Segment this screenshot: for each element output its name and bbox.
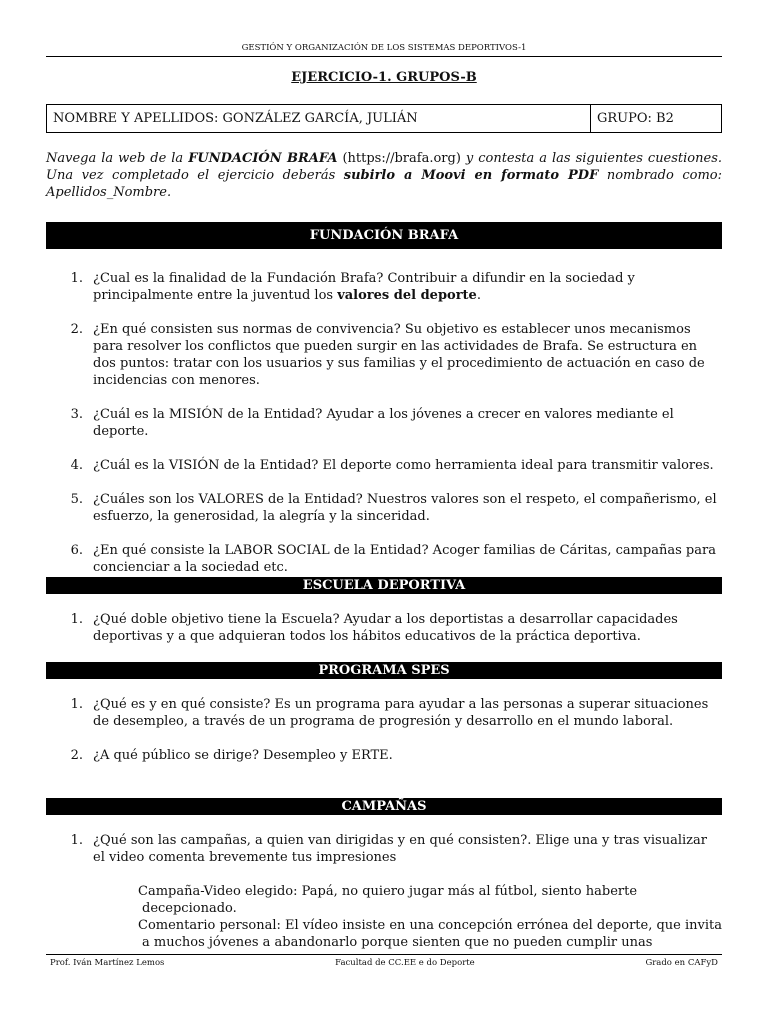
item-number: 2.	[70, 748, 83, 763]
question-list-campanas	[46, 832, 722, 866]
footer-faculty: Facultad de CC.EE e do Deporte	[335, 958, 475, 968]
item-text: ¿En qué consisten sus normas de convivencia? Su objetivo es establecer unos mecanismos para resolver los conflictos que pueden surgir en las actividades de Brafa. Se estructura en dos puntos: tratar con los usuarios y sus familias y el procedimiento de actuación en caso de incidencias con menores.	[93, 322, 705, 388]
instructions-part3: nombrado como: Apellidos_Nombre.	[46, 168, 722, 200]
item-number: 5.	[70, 492, 83, 507]
item-text: ¿Qué doble objetivo tiene la Escuela? Ayudar a los deportistas a desarrollar capacidades deportivas y a que adquieran todos los hábitos educativos de la práctica deportiva.	[93, 612, 678, 644]
item-text-body: ¿Cual es la finalidad de la Fundación Brafa? Contribuir a difundir en la sociedad y principalmente entre la juventud los	[93, 271, 635, 303]
item-text-end: .	[476, 288, 481, 303]
item-text: ¿Cuál es la VISIÓN de la Entidad? El deporte como herramienta ideal para transmitir valores.	[93, 458, 714, 473]
comment-line-1: Comentario personal: El vídeo insiste en una concepción errónea del deporte, que invita	[138, 918, 722, 933]
footer-degree: Grado en CAFyD	[645, 958, 718, 968]
question-list-spes	[46, 696, 722, 764]
item-number: 3.	[70, 407, 83, 422]
list-item	[46, 611, 722, 645]
list-item	[46, 542, 722, 576]
list-item	[46, 321, 722, 389]
section-heading-escuela: ESCUELA DEPORTIVA	[46, 577, 722, 594]
student-group-cell: GRUPO: B2	[597, 111, 674, 126]
student-name-cell: NOMBRE Y APELLIDOS: GONZÁLEZ GARCÍA, JULIÁN	[47, 105, 591, 132]
list-item	[46, 457, 722, 474]
section-heading-campanas: CAMPAÑAS	[46, 798, 722, 815]
document-title-text: EJERCICIO-1. GRUPOS-B	[291, 70, 477, 85]
item-text	[93, 270, 722, 304]
list-item	[46, 406, 722, 440]
comment-line-2: a muchos jóvenes a abandonarlo porque sienten que no pueden cumplir unas	[142, 935, 653, 950]
instructions-url: (https://brafa.org)	[337, 151, 466, 166]
question-list-escuela	[46, 611, 722, 645]
page-footer	[46, 954, 722, 968]
instructions-upload: subirlo a Moovi en formato PDF	[343, 168, 599, 183]
instructions-foundation: FUNDACIÓN BRAFA	[188, 151, 338, 166]
item-text-bold: valores del deporte	[337, 288, 477, 303]
item-number: 4.	[70, 458, 83, 473]
list-item	[46, 491, 722, 525]
video-line-2: decepcionado.	[142, 901, 237, 916]
list-item	[46, 270, 722, 304]
item-number: 1.	[70, 833, 83, 848]
item-number: 1.	[70, 697, 83, 712]
item-text: ¿Qué son las campañas, a quien van dirigidas y en qué consisten?. Elige una y tras visualizar el video comenta brevemente tus impresiones	[93, 833, 707, 865]
footer-author: Prof. Iván Martínez Lemos	[50, 958, 165, 968]
list-item	[46, 747, 722, 764]
document-title	[46, 70, 722, 85]
item-text: ¿A qué público se dirige? Desempleo y ERTE.	[93, 748, 393, 763]
item-text: ¿En qué consiste la LABOR SOCIAL de la Entidad? Acoger familias de Cáritas, campañas para concienciar a la sociedad etc.	[93, 543, 716, 575]
list-item	[46, 696, 722, 730]
item-number: 1.	[70, 271, 83, 286]
student-info-table	[46, 104, 722, 133]
campaign-answer	[138, 883, 722, 951]
list-item	[46, 832, 722, 866]
item-number: 1.	[70, 612, 83, 627]
instructions-part2: y contesta a las siguientes cuestiones. Una vez completado el ejercicio deberás	[46, 151, 723, 183]
question-list-brafa	[46, 270, 722, 576]
item-text: ¿Cuál es la MISIÓN de la Entidad? Ayudar a los jóvenes a crecer en valores mediante el deporte.	[93, 407, 674, 439]
item-text: ¿Qué es y en qué consiste? Es un programa para ayudar a las personas a superar situaciones de desempleo, a través de un programa de progresión y desarrollo en el mundo laboral.	[93, 697, 709, 729]
item-number: 2.	[70, 322, 83, 337]
section-heading-spes: PROGRAMA SPES	[46, 662, 722, 679]
instructions-part1: Navega la web de la	[46, 151, 189, 166]
running-header: GESTIÓN Y ORGANIZACIÓN DE LOS SISTEMAS DEPORTIVOS-1	[46, 42, 722, 57]
instructions-paragraph	[46, 150, 722, 201]
video-line-1: Campaña-Video elegido: Papá, no quiero jugar más al fútbol, siento haberte	[138, 884, 638, 899]
item-number: 6.	[70, 543, 83, 558]
item-text: ¿Cuáles son los VALORES de la Entidad? Nuestros valores son el respeto, el compañerismo, el esfuerzo, la generosidad, la alegría y la sinceridad.	[93, 492, 717, 524]
section-heading-brafa: FUNDACIÓN BRAFA	[46, 222, 722, 249]
